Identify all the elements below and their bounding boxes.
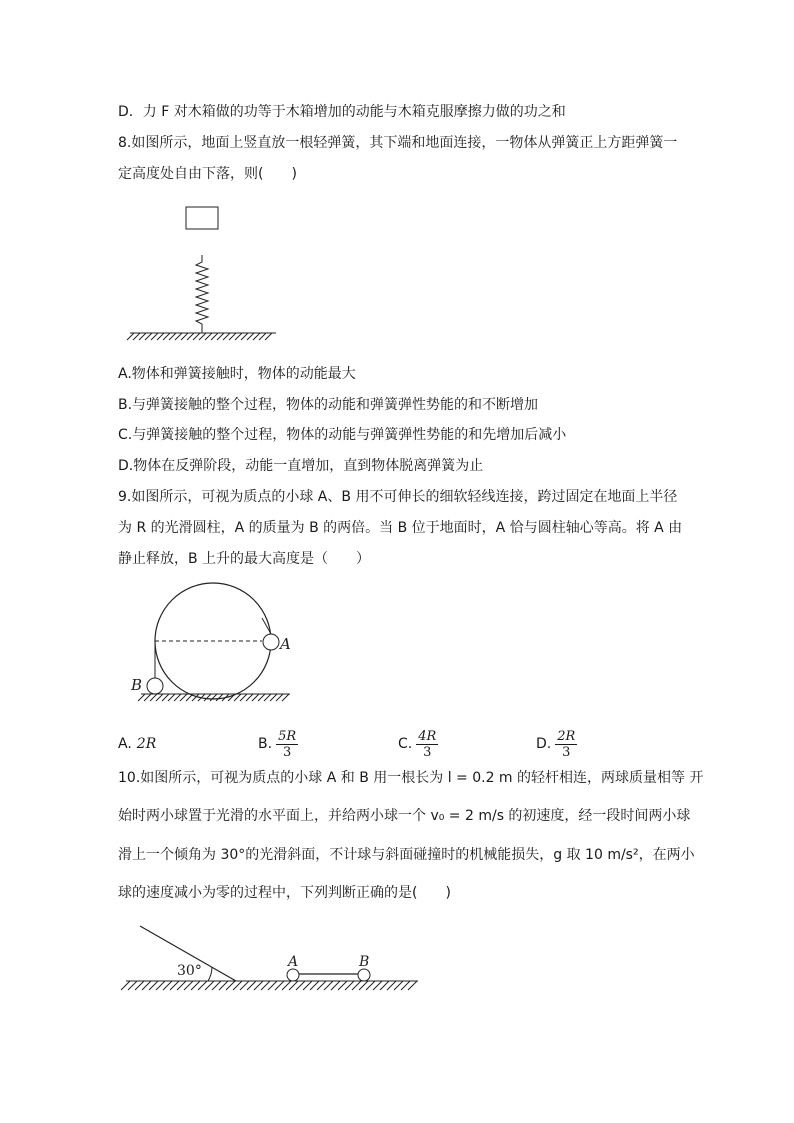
question-8-option-b: B.与弹簧接触的整个过程，物体的动能和弹簧弹性势能的和不断增加 <box>118 397 539 413</box>
option-b-denominator: 3 <box>282 744 292 760</box>
option-a-prefix: A. <box>118 736 132 752</box>
question-8-option-d: D.物体在反弹阶段，动能一直增加，直到物体脱离弹簧为止 <box>118 458 484 474</box>
label-b-fig10: B <box>359 954 370 970</box>
question-8-option-a: A.物体和弹簧接触时，物体的动能最大 <box>118 366 356 382</box>
option-a-value: 2R <box>136 736 157 752</box>
question-10-line-2: 始时两小球置于光滑的水平面上，并给两小球一个 v₀ = 2 m/s 的初速度，经一段时间两小球 <box>118 808 691 824</box>
ball-b-fig10 <box>358 969 370 981</box>
question-10-line-4: 球的速度减小为零的过程中，下列判断正确的是( ) <box>118 885 451 901</box>
option-c-numerator: 4R <box>418 728 437 744</box>
question-8-line-2: 定高度处自由下落，则( ) <box>118 166 297 182</box>
option-c-prefix: C. <box>398 736 413 752</box>
question-10-line-3: 滑上一个倾角为 30°的光滑斜面，不计球与斜面碰撞时的机械能损失，g 取 10 m/s²，在两小 <box>118 847 695 863</box>
ball-a-fig10 <box>287 969 299 981</box>
label-b: B <box>131 676 143 694</box>
angle-arc <box>208 967 212 981</box>
question-8-line-1: 8.如图所示，地面上竖直放一根轻弹簧，其下端和地面连接，一物体从弹簧正上方距弹簧一 <box>118 135 678 151</box>
option-b-prefix: B. <box>258 736 273 752</box>
label-a: A <box>280 635 291 653</box>
option-c-denominator: 3 <box>423 744 432 760</box>
question-10-line-1: 10.如图所示，可视为质点的小球 A 和 B 用一根长为 l = 0.2 m 的轻杆相连，两球质量相等 开 <box>118 770 704 786</box>
question-8-option-c: C.与弹簧接触的整个过程，物体的动能与弹簧弹性势能的和先增加后减小 <box>118 427 567 443</box>
question-9-line-2: 为 R 的光滑圆柱，A 的质量为 B 的两倍。当 B 位于地面时，A 恰与圆柱轴心等高。将 A 由 <box>118 520 683 536</box>
question-9-line-1: 9.如图所示，可视为质点的小球 A、B 用不可伸长的细软轻线连接，跨过固定在地面上半径 <box>118 489 678 505</box>
question-9-line-3: 静止释放，B 上升的最大高度是（ ） <box>118 551 371 567</box>
option-d-prefix: D. <box>536 736 552 752</box>
angle-label: 30° <box>177 963 202 979</box>
option-d-previous: D．力 F 对木箱做的功等于木箱增加的动能与木箱克服摩擦力做的功之和 <box>118 104 566 120</box>
option-d-denominator: 3 <box>562 744 571 760</box>
ground-hatch-fig10 <box>121 981 418 990</box>
option-d-numerator: 2R <box>557 728 576 744</box>
option-b-numerator: 5R <box>278 728 297 744</box>
label-a-fig10: A <box>288 954 299 970</box>
